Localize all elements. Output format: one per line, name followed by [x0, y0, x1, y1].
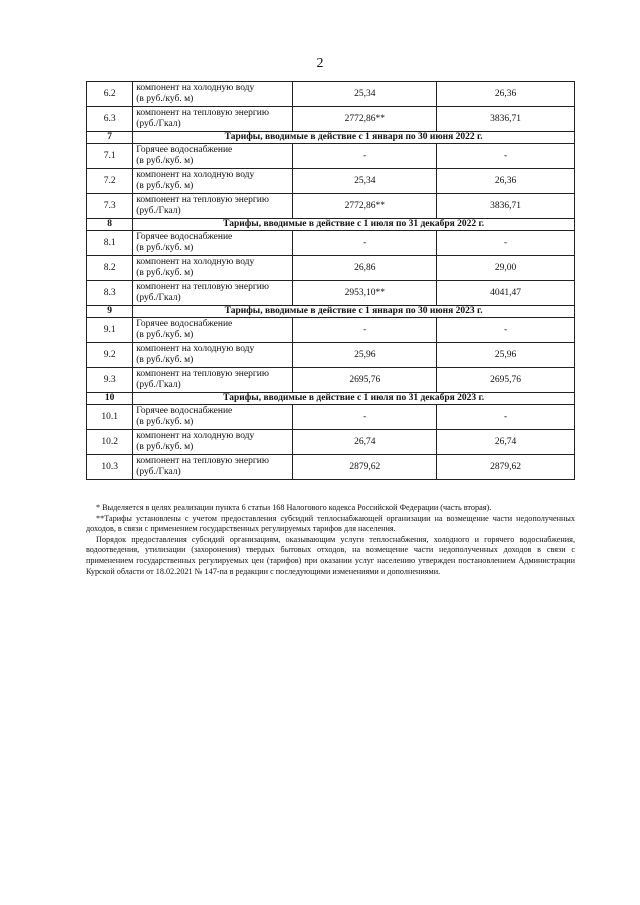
- tariff-value-col1: 25,34: [293, 82, 437, 107]
- row-number: 8.2: [87, 256, 133, 281]
- tariff-value-col2: 3836,71: [437, 107, 575, 132]
- description-line: (в руб./куб. м): [136, 417, 194, 427]
- row-description: [133, 281, 293, 306]
- table-row: [87, 405, 575, 430]
- row-description: [133, 82, 293, 107]
- description-line: компонент на холодную воду: [136, 344, 255, 354]
- description-line: (руб./Гкал): [136, 206, 181, 216]
- tariff-value-col1: -: [293, 231, 437, 256]
- description-line: (в руб./куб. м): [136, 330, 194, 340]
- row-description: [133, 144, 293, 169]
- tariff-value-col2: -: [437, 231, 575, 256]
- notes-section: [86, 503, 575, 577]
- tariff-table: [86, 81, 575, 480]
- section-title: Тарифы, вводимые в действие с 1 июля по 31 декабря 2022 г.: [133, 219, 575, 231]
- row-description: [133, 194, 293, 219]
- table-row: [87, 231, 575, 256]
- row-description: [133, 343, 293, 368]
- description-line: (руб./Гкал): [136, 467, 181, 477]
- description-line: (в руб./куб. м): [136, 94, 194, 104]
- row-description: [133, 318, 293, 343]
- tariff-value-col2: 26,74: [437, 430, 575, 455]
- description-line: Горячее водоснабжение: [136, 319, 233, 329]
- tariff-value-col2: 2879,62: [437, 455, 575, 480]
- tariff-value-col1: 26,74: [293, 430, 437, 455]
- section-number: 7: [87, 132, 133, 144]
- tariff-value-col1: -: [293, 318, 437, 343]
- table-row: [87, 343, 575, 368]
- tariff-value-col2: 25,96: [437, 343, 575, 368]
- tariff-value-col2: 3836,71: [437, 194, 575, 219]
- tariff-value-col2: 29,00: [437, 256, 575, 281]
- tariff-value-col2: -: [437, 318, 575, 343]
- table-row: [87, 430, 575, 455]
- tariff-value-col1: 2879,62: [293, 455, 437, 480]
- description-line: Горячее водоснабжение: [136, 232, 233, 242]
- table-row: [87, 107, 575, 132]
- row-number: 9.1: [87, 318, 133, 343]
- tariff-value-col1: 2772,86**: [293, 194, 437, 219]
- tariff-value-col2: -: [437, 405, 575, 430]
- section-row: [87, 393, 575, 405]
- tariff-value-col1: 25,34: [293, 169, 437, 194]
- description-line: Горячее водоснабжение: [136, 406, 233, 416]
- description-line: компонент на тепловую энергию: [136, 195, 269, 205]
- row-description: [133, 169, 293, 194]
- description-line: (руб./Гкал): [136, 119, 181, 129]
- description-line: компонент на холодную воду: [136, 257, 255, 267]
- tariff-value-col1: 2953,10**: [293, 281, 437, 306]
- description-line: (руб./Гкал): [136, 380, 181, 390]
- tariff-value-col2: 4041,47: [437, 281, 575, 306]
- description-line: (в руб./куб. м): [136, 243, 194, 253]
- description-line: компонент на холодную воду: [136, 83, 255, 93]
- row-number: 10.3: [87, 455, 133, 480]
- tariff-value-col1: 2695,76: [293, 368, 437, 393]
- row-number: 6.2: [87, 82, 133, 107]
- row-description: [133, 231, 293, 256]
- row-number: 7.1: [87, 144, 133, 169]
- description-line: (в руб./куб. м): [136, 181, 194, 191]
- description-line: (в руб./куб. м): [136, 355, 194, 365]
- description-line: (в руб./куб. м): [136, 156, 194, 166]
- row-number: 9.3: [87, 368, 133, 393]
- table-row: [87, 144, 575, 169]
- tariff-value-col2: -: [437, 144, 575, 169]
- section-number: 9: [87, 306, 133, 318]
- subsidy-procedure-paragraph: Порядок предоставления субсидий организациям, оказывающим услуги теплоснабжения, холодного и горячего водоснабжения, водоотведения, утилизации (захоронения) твердых бытовых отходов, на возмещение части недополученных доходов в связи с применением государственных регулируемых цен (тарифов) при оказании услуг населению утвержден постановлением Администрации Курской области от 18.02.2021 № 147-па в редакции с последующими изменениями и дополнениями.: [86, 534, 575, 576]
- description-line: Горячее водоснабжение: [136, 145, 233, 155]
- table-row: [87, 194, 575, 219]
- tariff-value-col2: 26,36: [437, 82, 575, 107]
- description-line: компонент на холодную воду: [136, 431, 255, 441]
- row-number: 7.3: [87, 194, 133, 219]
- section-title: Тарифы, вводимые в действие с 1 января по 30 июня 2023 г.: [133, 306, 575, 318]
- section-number: 8: [87, 219, 133, 231]
- footnote-vat: * Выделяется в целях реализации пункта 6 статьи 168 Налогового кодекса Российской Федерации (часть вторая).: [96, 503, 492, 512]
- tariff-value-col1: 25,96: [293, 343, 437, 368]
- page-number: 2: [316, 56, 324, 71]
- row-number: 6.3: [87, 107, 133, 132]
- row-number: 10.2: [87, 430, 133, 455]
- tariff-table-body: [87, 82, 575, 480]
- row-number: 7.2: [87, 169, 133, 194]
- description-line: компонент на тепловую энергию: [136, 108, 269, 118]
- tariff-value-col2: 26,36: [437, 169, 575, 194]
- row-description: [133, 405, 293, 430]
- description-line: компонент на холодную воду: [136, 170, 255, 180]
- section-row: [87, 306, 575, 318]
- row-description: [133, 368, 293, 393]
- table-row: [87, 318, 575, 343]
- row-number: 9.2: [87, 343, 133, 368]
- table-row: [87, 82, 575, 107]
- section-number: 10: [87, 393, 133, 405]
- table-row: [87, 368, 575, 393]
- row-description: [133, 430, 293, 455]
- description-line: компонент на тепловую энергию: [136, 369, 269, 379]
- section-row: [87, 219, 575, 231]
- section-row: [87, 132, 575, 144]
- row-number: 8.3: [87, 281, 133, 306]
- row-number: 8.1: [87, 231, 133, 256]
- tariff-value-col1: -: [293, 144, 437, 169]
- tariff-value-col1: 26,86: [293, 256, 437, 281]
- row-number: 10.1: [87, 405, 133, 430]
- row-description: [133, 455, 293, 480]
- tariff-value-col2: 2695,76: [437, 368, 575, 393]
- table-row: [87, 169, 575, 194]
- description-line: компонент на тепловую энергию: [136, 282, 269, 292]
- row-description: [133, 256, 293, 281]
- table-row: [87, 281, 575, 306]
- description-line: компонент на тепловую энергию: [136, 456, 269, 466]
- description-line: (в руб./куб. м): [136, 268, 194, 278]
- description-line: (в руб./куб. м): [136, 442, 194, 452]
- table-row: [87, 256, 575, 281]
- section-title: Тарифы, вводимые в действие с 1 июля по 31 декабря 2023 г.: [133, 393, 575, 405]
- row-description: [133, 107, 293, 132]
- tariff-value-col1: -: [293, 405, 437, 430]
- tariff-value-col1: 2772,86**: [293, 107, 437, 132]
- table-row: [87, 455, 575, 480]
- description-line: (руб./Гкал): [136, 293, 181, 303]
- section-title: Тарифы, вводимые в действие с 1 января по 30 июня 2022 г.: [133, 132, 575, 144]
- footnote-subsidy: **Тарифы установлены с учетом предоставления субсидий теплоснабжающей организации на возмещение части недополученных доходов, в связи с применением государственных регулируемых тарифов для населения.: [86, 513, 575, 534]
